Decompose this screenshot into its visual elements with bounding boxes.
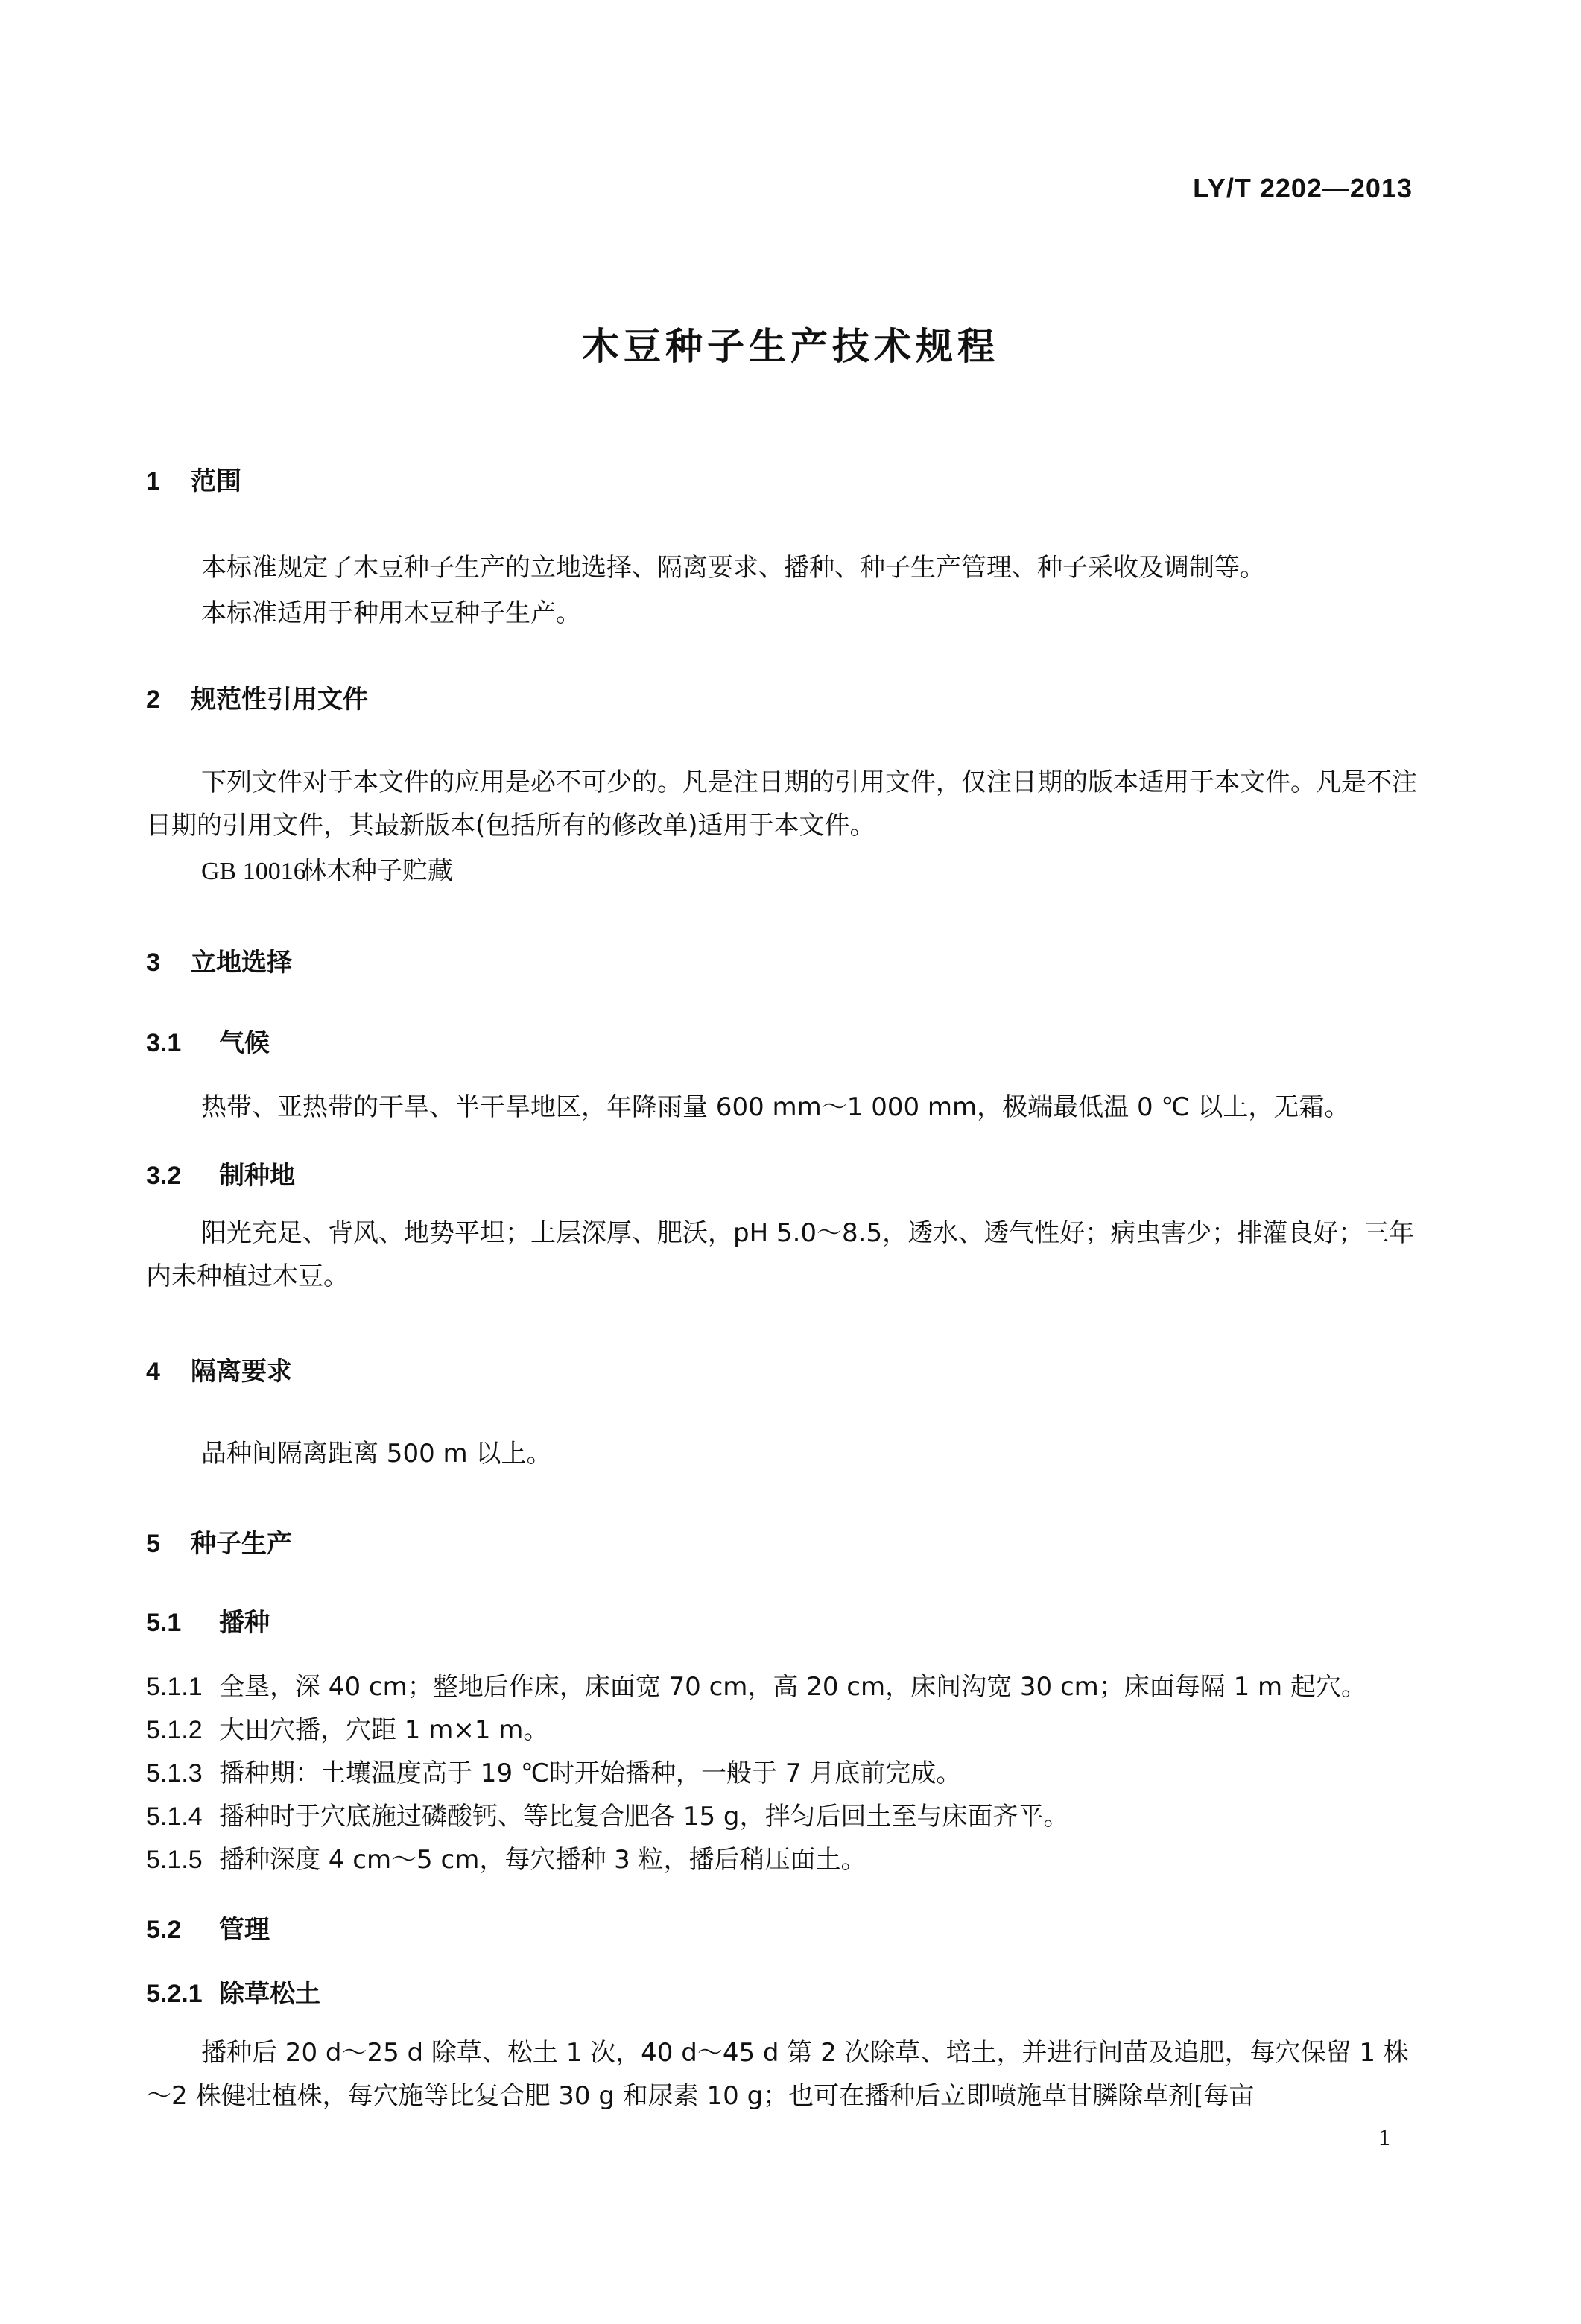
section-title: 隔离要求 bbox=[191, 1357, 292, 1387]
clause-5-1-4 bbox=[146, 1796, 1068, 1832]
standard-code: LY/T 2202—2013 bbox=[1193, 173, 1413, 203]
section-2-heading bbox=[146, 679, 368, 715]
clause-number: 5.1.3 bbox=[146, 1759, 203, 1788]
clause-text: 大田穴播，穴距 1 m×1 m。 bbox=[219, 1715, 549, 1745]
normative-reference bbox=[201, 850, 453, 887]
subsection-number: 3.1 bbox=[146, 1029, 182, 1057]
section-title: 范围 bbox=[191, 466, 241, 496]
subsection-5-1-heading bbox=[146, 1602, 270, 1638]
subsection-number: 5.1 bbox=[146, 1609, 182, 1637]
reference-code: GB 10016 bbox=[201, 858, 306, 885]
subsection-title: 气候 bbox=[219, 1028, 270, 1058]
subsection-title: 管理 bbox=[219, 1915, 270, 1945]
clause-text: 全垦，深 40 cm；整地后作床，床面宽 70 cm，高 20 cm，床间沟宽 30 cm；床面每隔 1 m 起穴。 bbox=[219, 1672, 1366, 1702]
paragraph: 品种间隔离距离 500 m 以上。 bbox=[201, 1439, 552, 1469]
section-title: 规范性引用文件 bbox=[191, 685, 368, 715]
clause-5-1-3 bbox=[146, 1753, 961, 1789]
section-1-heading bbox=[146, 460, 241, 497]
page-number: 1 bbox=[1378, 2124, 1390, 2150]
paragraph: 本标准规定了木豆种子生产的立地选择、隔离要求、播种、种子生产管理、种子采收及调制等。 bbox=[201, 553, 1265, 583]
paragraph: 下列文件对于本文件的应用是必不可少的。凡是注日期的引用文件，仅注日期的版本适用于本文件。凡是不注日期的引用文件，其最新版本(包括所有的修改单)适用于本文件。 bbox=[146, 767, 1417, 840]
subsection-3-2-heading bbox=[146, 1155, 295, 1191]
section-number: 3 bbox=[146, 949, 160, 977]
paragraph: 阳光充足、背风、地势平坦；土层深厚、肥沃，pH 5.0～8.5，透水、透气性好；病虫害少；排灌良好；三年内未种植过木豆。 bbox=[146, 1218, 1415, 1291]
clause-text: 播种深度 4 cm～5 cm，每穴播种 3 粒，播后稍压面土。 bbox=[219, 1845, 866, 1875]
section-title: 立地选择 bbox=[191, 948, 292, 978]
subsection-title: 制种地 bbox=[219, 1161, 295, 1191]
section-title: 种子生产 bbox=[191, 1529, 292, 1559]
subsection-5-2-heading bbox=[146, 1909, 270, 1945]
clause-number: 5.1.1 bbox=[146, 1673, 203, 1701]
section-4-heading bbox=[146, 1351, 292, 1387]
paragraph: 热带、亚热带的干旱、半干旱地区，年降雨量 600 mm～1 000 mm，极端最低温 0 ℃ 以上，无霜。 bbox=[201, 1092, 1350, 1122]
section-number: 2 bbox=[146, 686, 160, 714]
clause-5-1-2 bbox=[146, 1709, 548, 1746]
subsection-title: 除草松土 bbox=[219, 1979, 320, 2009]
section-3-heading bbox=[146, 942, 292, 978]
clause-5-1-5 bbox=[146, 1839, 866, 1875]
subsection-3-1-heading bbox=[146, 1022, 270, 1059]
clause-5-1-1 bbox=[146, 1666, 1366, 1703]
section-number: 5 bbox=[146, 1530, 160, 1558]
section-5-heading bbox=[146, 1523, 292, 1560]
clause-number: 5.1.5 bbox=[146, 1846, 203, 1874]
paragraph: 播种后 20 d～25 d 除草、松土 1 次，40 d～45 d 第 2 次除草、培土，并进行间苗及追肥，每穴保留 1 株～2 株健壮植株，每穴施等比复合肥 30 g 和尿素 10 g；也可在播种后立即喷施草甘膦除草剂[每亩 bbox=[146, 2038, 1409, 2111]
reference-name: 林木种子贮藏 bbox=[301, 856, 453, 886]
subsection-number: 5.2.1 bbox=[146, 1980, 203, 2008]
clause-number: 5.1.2 bbox=[146, 1716, 203, 1744]
subsection-number: 3.2 bbox=[146, 1162, 182, 1190]
subsection-title: 播种 bbox=[219, 1608, 270, 1638]
subsection-number: 5.2 bbox=[146, 1916, 182, 1944]
clause-text: 播种时于穴底施过磷酸钙、等比复合肥各 15 g，拌匀后回土至与床面齐平。 bbox=[219, 1802, 1069, 1831]
subsection-5-2-1-heading bbox=[146, 1973, 320, 2010]
clause-text: 播种期：土壤温度高于 19 ℃时开始播种，一般于 7 月底前完成。 bbox=[219, 1758, 962, 1788]
section-number: 1 bbox=[146, 467, 160, 495]
paragraph: 本标准适用于种用木豆种子生产。 bbox=[201, 598, 581, 628]
document-title: 木豆种子生产技术规程 bbox=[582, 325, 999, 368]
clause-number: 5.1.4 bbox=[146, 1802, 203, 1831]
section-number: 4 bbox=[146, 1358, 160, 1386]
